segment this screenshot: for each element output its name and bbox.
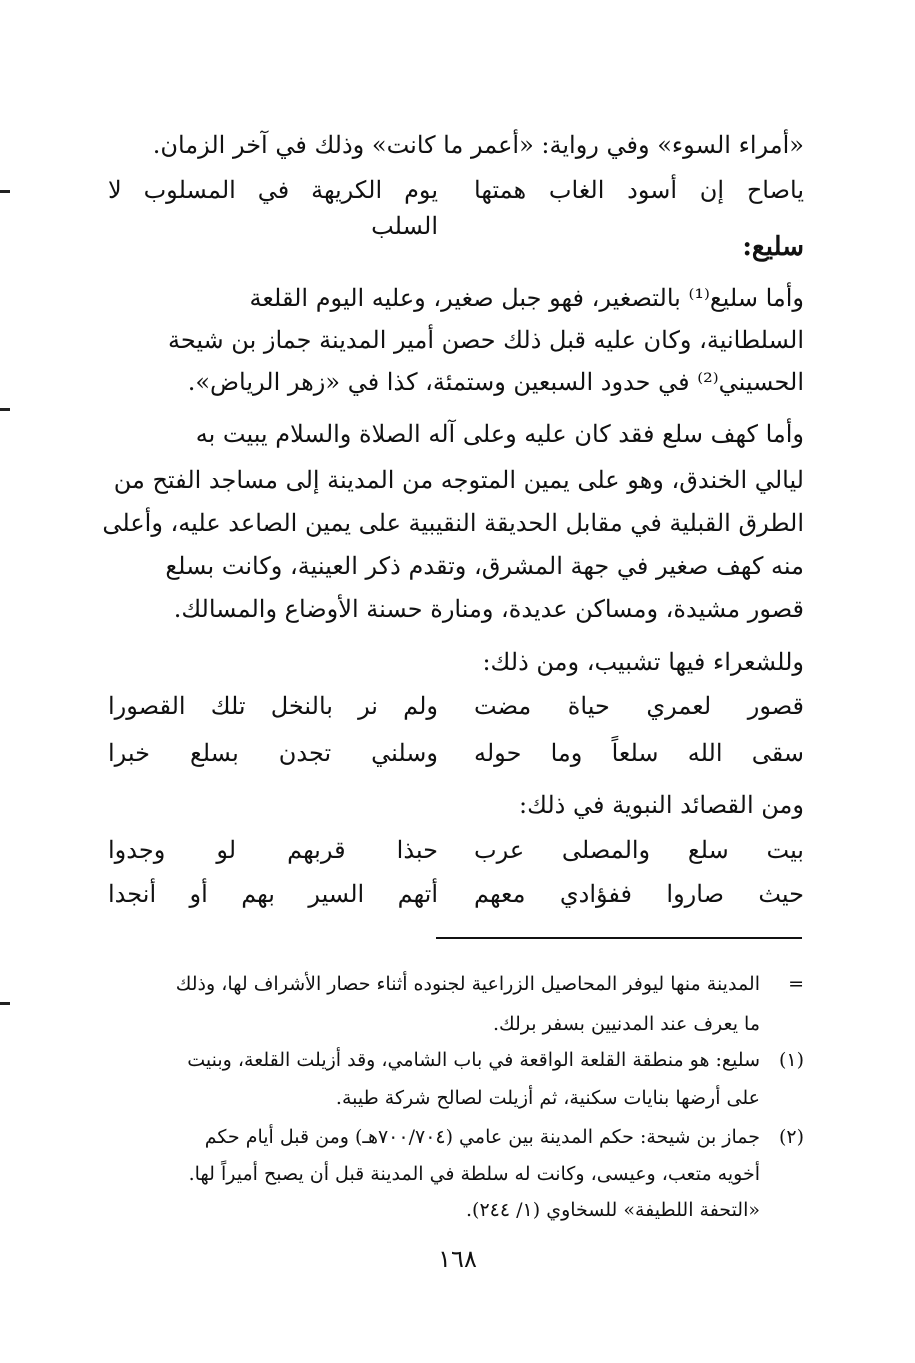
body-line: الحسيني⁽²⁾ في حدود السبعين وستمئة، كذا في «زهر الرياض». xyxy=(187,368,804,396)
verse-hemistich-left: حبذا قربهم لو وجدوا xyxy=(108,836,438,864)
footnote-text: «التحفة اللطيفة» للسخاوي (١/ ٢٤٤). xyxy=(466,1199,760,1221)
verse-line xyxy=(108,735,804,771)
margin-mark xyxy=(0,1002,10,1005)
footnote-continuation-mark: = xyxy=(788,973,804,995)
body-line: وأما سليع⁽¹⁾ بالتصغير، فهو جبل صغير، وعليه اليوم القلعة xyxy=(249,284,804,312)
page-number: ١٦٨ xyxy=(438,1245,477,1273)
verse-line xyxy=(108,832,804,868)
verse-line xyxy=(108,172,804,240)
verse-hemistich-left: يوم الكريهة في المسلوب لا السلب xyxy=(108,176,438,240)
body-line: وأما كهف سلع فقد كان عليه وعلى آله الصلاة والسلام يبيت به xyxy=(195,420,804,448)
verse-hemistich-right: قصور لعمري حياة مضت xyxy=(474,692,804,720)
verse-hemistich-right: حيث صاروا ففؤادي معهم xyxy=(474,880,804,908)
body-line: وللشعراء فيها تشبيب، ومن ذلك: xyxy=(482,648,804,676)
body-line: قصور مشيدة، ومساكن عديدة، ومنارة حسنة الأوضاع والمسالك. xyxy=(173,595,804,623)
margin-mark xyxy=(0,190,10,193)
verse-hemistich-right: سقى الله سلعاً وما حوله xyxy=(474,739,804,767)
body-line: الطرق القبلية في مقابل الحديقة النقيبية على يمين الصاعد عليه، وأعلى xyxy=(102,509,804,537)
footnote-number: (١) xyxy=(778,1049,804,1071)
verse-hemistich-left: أتهم السير بهم أو أنجدا xyxy=(108,880,438,908)
margin-mark xyxy=(0,408,10,411)
body-line: ليالي الخندق، وهو على يمين المتوجه من المدينة إلى مساجد الفتح من xyxy=(113,466,804,494)
verse-line xyxy=(108,876,804,912)
footnote-text: المدينة منها ليوفر المحاصيل الزراعية لجنوده أثناء حصار الأشراف لها، وذلك xyxy=(175,973,760,995)
footnote-number: (٢) xyxy=(778,1126,804,1148)
footnote-separator xyxy=(436,937,802,939)
footnote-text: ما يعرف عند المدنيين بسفر برلك. xyxy=(492,1013,760,1035)
footnote-text: أخويه متعب، وعيسى، وكانت له سلطة في المدينة قبل أن يصبح أميراً لها. xyxy=(188,1163,760,1185)
verse-hemistich-left: ولم نر بالنخل تلك القصورا xyxy=(108,692,438,720)
footnote-text: على أرضها بنايات سكنية، ثم أزيلت لصالح شركة طيبة. xyxy=(335,1087,760,1109)
body-line: ومن القصائد النبوية في ذلك: xyxy=(519,791,804,819)
verse-line xyxy=(108,688,804,724)
section-heading: سليع: xyxy=(742,232,804,262)
body-line: السلطانية، وكان عليه قبل ذلك حصن أمير المدينة جماز بن شيحة xyxy=(167,326,804,354)
footnote-text: سليع: هو منطقة القلعة الواقعة في باب الشامي، وقد أزيلت القلعة، وبنيت xyxy=(187,1049,760,1071)
footnote-text: جماز بن شيحة: حكم المدينة بين عامي (٧٠٠/٧٠٤هـ) ومن قبل أيام حكم xyxy=(204,1126,760,1148)
verse-hemistich-left: وسلني تجدن بسلع خبرا xyxy=(108,739,438,767)
body-line: «أمراء السوء» وفي رواية: «أعمر ما كانت» وذلك في آخر الزمان. xyxy=(152,131,804,159)
verse-hemistich-right: ياصاح إن أسود الغاب همتها xyxy=(474,176,804,204)
verse-hemistich-right: بيت سلع والمصلى عرب xyxy=(474,836,804,864)
body-line: منه كهف صغير في جهة المشرق، وتقدم ذكر العينية، وكانت بسلع xyxy=(165,552,804,580)
